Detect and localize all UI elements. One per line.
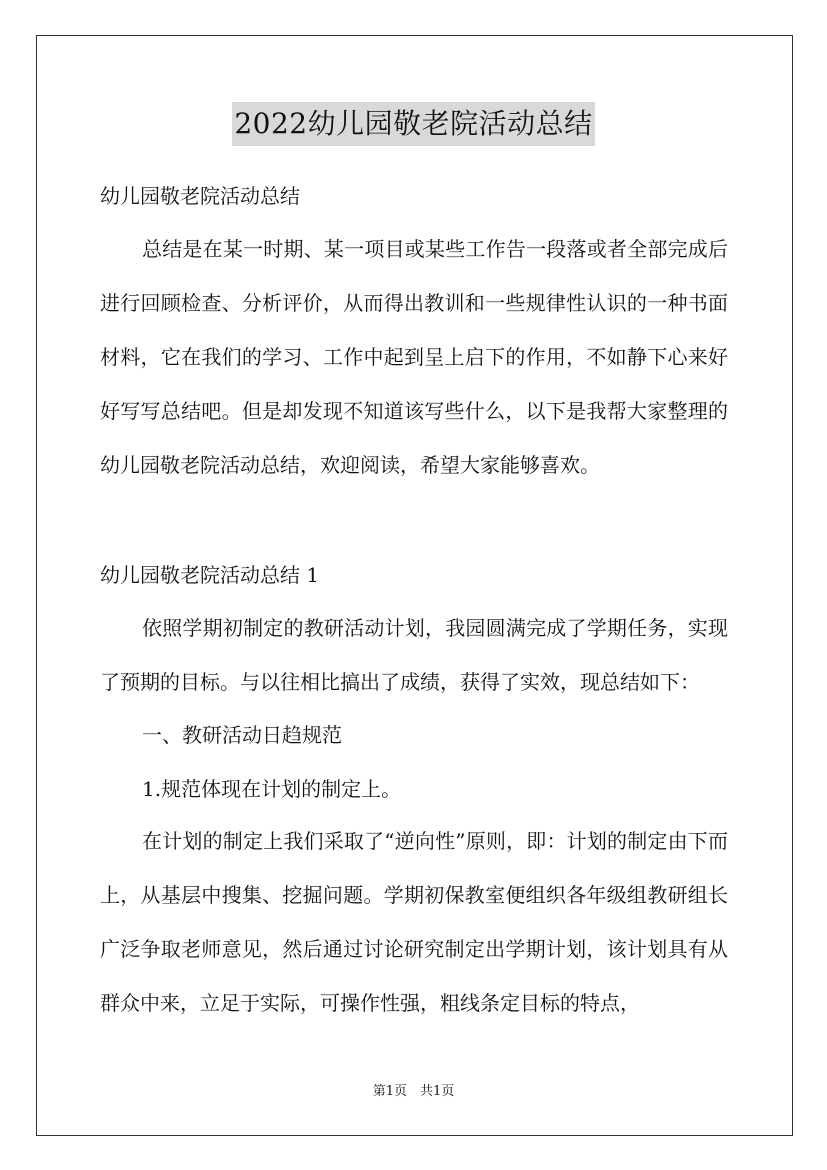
intro-paragraph: 总结是在某一时期、某一项目或某些工作告一段落或者全部完成后进行回顾检查、分析评价，从而得出教训和一些规律性认识的一种书面材料，它在我们的学习、工作中起到呈上启下的作用，不如静下心来好好写写总结吧。但是却发现不知道该写些什么，以下是我帮大家整理的幼儿园敬老院活动总结，欢迎阅读，希望大家能够喜欢。: [100, 237, 728, 477]
section-1-subheading: 一、教研活动日趋规范: [142, 723, 342, 747]
intro-heading: 幼儿园敬老院活动总结: [100, 184, 300, 208]
section-1-point-1: 1.规范体现在计划的制定上。: [142, 777, 402, 801]
document-title-text: 2022幼儿园敬老院活动总结: [232, 102, 594, 146]
section-1-paragraph-1: 依照学期初制定的教研活动计划，我园圆满完成了学期任务，实现了预期的目标。与以往相比搞出了成绩，获得了实效，现总结如下：: [100, 616, 728, 694]
section-1-paragraph-2: 在计划的制定上我们采取了“逆向性”原则，即：计划的制定由下而上，从基层中搜集、挖掘问题。学期初保教室便组织各年级组教研组长广泛争取老师意见，然后通过讨论研究制定出学期计划，该计划具有从群众中来，立足于实际，可操作性强，粗线条定目标的特点，: [100, 829, 728, 1015]
section-1-heading: 幼儿园敬老院活动总结 1: [100, 563, 320, 587]
page-footer: 第1页 共1页: [372, 1084, 455, 1099]
document-title: [0, 102, 827, 146]
